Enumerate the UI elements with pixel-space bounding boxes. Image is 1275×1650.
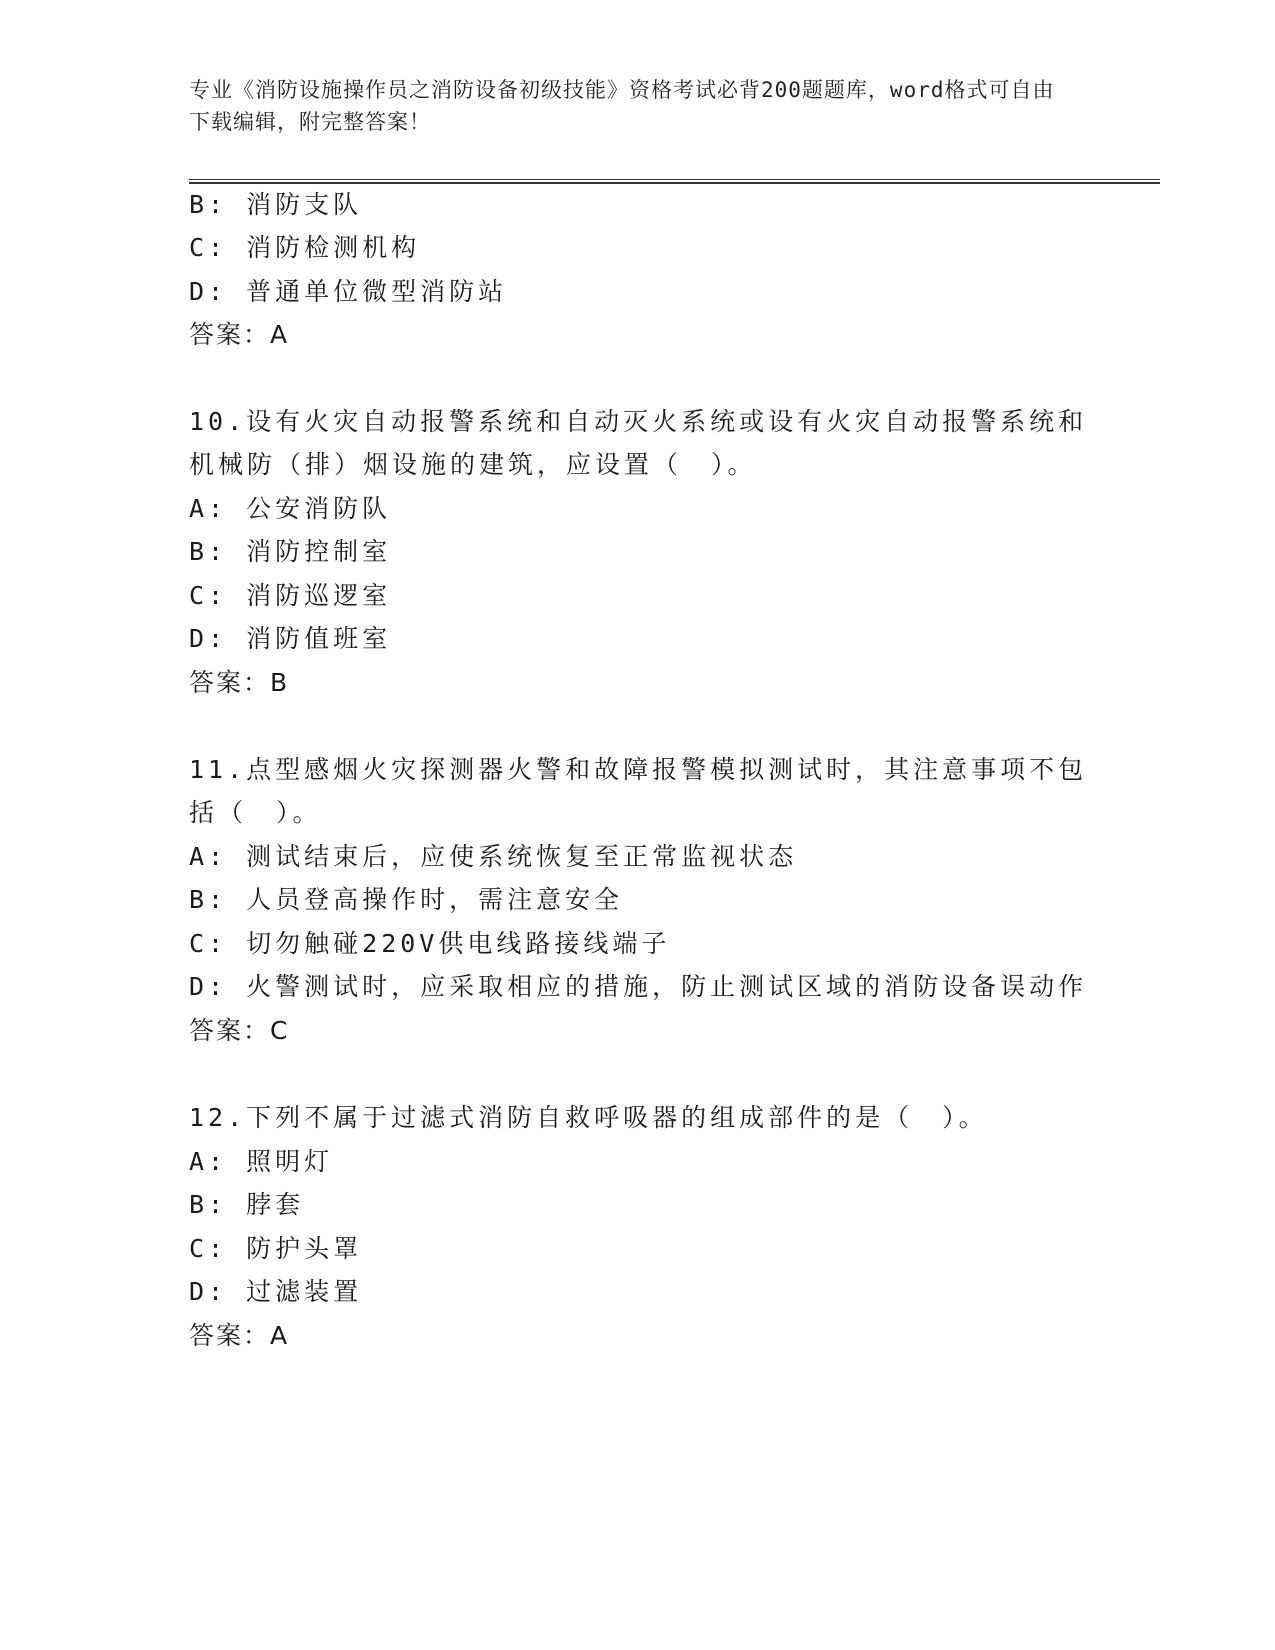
q12-option-c: C: 防护头罩 xyxy=(189,1234,363,1263)
q9-option-d: D: 普通单位微型消防站 xyxy=(189,277,508,306)
q11-option-c: C: 切勿触碰220V供电线路接线端子 xyxy=(189,929,671,958)
q10-option-a: A: 公安消防队 xyxy=(189,494,392,523)
q11-answer: 答案：C xyxy=(189,1016,290,1045)
q12-option-a: A: 照明灯 xyxy=(189,1147,334,1176)
q10-option-b: B: 消防控制室 xyxy=(189,537,392,566)
q9-option-c: C: 消防检测机构 xyxy=(189,233,421,262)
q10-option-c: C: 消防巡逻室 xyxy=(189,581,392,610)
header-divider xyxy=(189,179,1160,184)
q10-stem-line2: 机械防（排）烟设施的建筑，应设置（ ）。 xyxy=(189,450,757,479)
q10-answer: 答案：B xyxy=(189,668,290,697)
q11-option-d: D: 火警测试时，应采取相应的措施，防止测试区域的消防设备误动作 xyxy=(189,972,1088,1001)
q11-option-a: A: 测试结束后，应使系统恢复至正常监视状态 xyxy=(189,842,798,871)
q12-answer: 答案：A xyxy=(189,1321,290,1350)
q12-option-d: D: 过滤装置 xyxy=(189,1277,363,1306)
q10-option-d: D: 消防值班室 xyxy=(189,624,392,653)
q11-stem-line1: 11.点型感烟火灾探测器火警和故障报警模拟测试时，其注意事项不包 xyxy=(189,755,1088,784)
q11-option-b: B: 人员登高操作时，需注意安全 xyxy=(189,885,624,914)
q11-stem-line2: 括（ ）。 xyxy=(189,798,322,827)
q12-stem-line1: 12.下列不属于过滤式消防自救呼吸器的组成部件的是（ ）。 xyxy=(189,1103,988,1132)
q10-stem-line1: 10.设有火灾自动报警系统和自动灭火系统或设有火灾自动报警系统和 xyxy=(189,407,1088,436)
q9-option-b: B: 消防支队 xyxy=(189,190,363,219)
document-header: 专业《消防设施操作员之消防设备初级技能》资格考试必背200题题库，word格式可自由下载编辑，附完整答案！ xyxy=(189,78,1055,134)
q9-answer: 答案：A xyxy=(189,320,290,349)
q12-option-b: B: 脖套 xyxy=(189,1190,305,1219)
